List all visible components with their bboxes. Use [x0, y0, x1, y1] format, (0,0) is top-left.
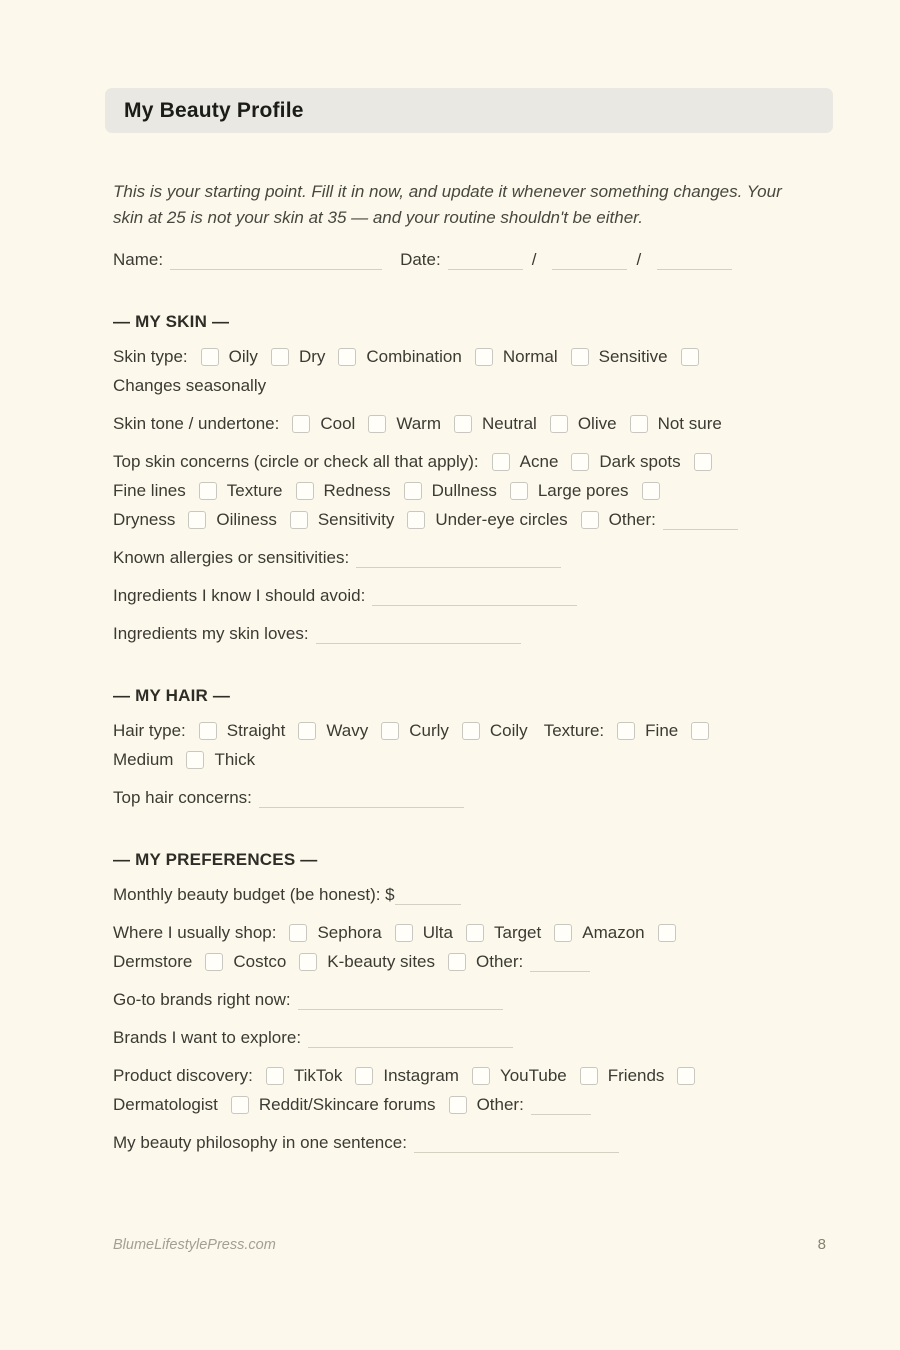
goto-brands-row — [113, 985, 835, 1014]
hair-type-label: Hair type: — [113, 720, 186, 740]
checkbox-discovery-other[interactable] — [449, 1096, 467, 1114]
option-label-dermstore: Dermstore — [113, 951, 193, 971]
checkbox-skin-concerns-other[interactable] — [581, 511, 599, 529]
page-title: My Beauty Profile — [124, 98, 304, 122]
checkbox-youtube[interactable] — [472, 1067, 490, 1085]
skin-type-row — [113, 342, 835, 400]
explore-brands-field[interactable] — [308, 1030, 513, 1048]
intro-line-2: skin at 25 is not your skin at 35 — and your routine shouldn't be either. — [113, 208, 643, 227]
checkbox-k-beauty-sites[interactable] — [299, 953, 317, 971]
footer-site-text: BlumeLifestylePress.com — [113, 1237, 276, 1253]
skin-concerns-other-label: Other: — [608, 509, 656, 529]
shop-other-field[interactable] — [530, 954, 590, 972]
checkbox-fine[interactable] — [617, 722, 635, 740]
checkbox-olive[interactable] — [550, 415, 568, 433]
name-label: Name: — [113, 249, 164, 269]
checkbox-costco[interactable] — [205, 953, 223, 971]
option-label-normal: Normal — [502, 346, 558, 366]
skin-concerns-row — [113, 447, 835, 534]
date-slash-1: / — [531, 249, 537, 269]
checkbox-neutral[interactable] — [454, 415, 472, 433]
skin-concerns-label: Top skin concerns (circle or check all that apply): — [113, 451, 479, 471]
checkbox-wavy[interactable] — [298, 722, 316, 740]
intro-line-1: This is your starting point. Fill it in now, and update it whenever something changes. Your — [113, 182, 782, 201]
checkbox-straight[interactable] — [199, 722, 217, 740]
option-label-wavy: Wavy — [326, 720, 369, 740]
shop-other-label: Other: — [476, 951, 524, 971]
checkbox-dermatologist[interactable] — [677, 1067, 695, 1085]
option-label-k-beauty-sites: K-beauty sites — [327, 951, 436, 971]
checkbox-sensitivity[interactable] — [290, 511, 308, 529]
explore-brands-label: Brands I want to explore: — [113, 1027, 302, 1047]
date-label: Date: — [400, 249, 441, 269]
checkbox-sensitive[interactable] — [571, 348, 589, 366]
checkbox-texture[interactable] — [199, 482, 217, 500]
budget-field[interactable] — [395, 887, 461, 905]
option-label-not-sure: Not sure — [657, 413, 722, 433]
skin-type-label: Skin type: — [113, 346, 188, 366]
checkbox-large-pores[interactable] — [510, 482, 528, 500]
goto-brands-field[interactable] — [298, 992, 503, 1010]
allergies-field[interactable] — [356, 550, 561, 568]
budget-label: Monthly beauty budget (be honest): $ — [113, 884, 395, 904]
intro-text — [113, 179, 835, 231]
checkbox-reddit-skincare-forums[interactable] — [231, 1096, 249, 1114]
section-heading-my-hair: — MY HAIR — — [113, 686, 231, 705]
checkbox-redness[interactable] — [296, 482, 314, 500]
checkbox-ulta[interactable] — [395, 924, 413, 942]
loved-ingredients-label: Ingredients my skin loves: — [113, 623, 309, 643]
section-heading-my-preferences: — MY PREFERENCES — — [113, 850, 318, 869]
checkbox-oiliness[interactable] — [188, 511, 206, 529]
option-label-ulta: Ulta — [422, 922, 453, 942]
checkbox-target[interactable] — [466, 924, 484, 942]
skin-tone-row — [113, 409, 835, 438]
checkbox-amazon[interactable] — [554, 924, 572, 942]
checkbox-thick[interactable] — [186, 751, 204, 769]
option-label-fine: Fine — [645, 720, 679, 740]
checkbox-dry[interactable] — [271, 348, 289, 366]
option-label-target: Target — [493, 922, 542, 942]
checkbox-warm[interactable] — [368, 415, 386, 433]
checkbox-medium[interactable] — [691, 722, 709, 740]
option-label-amazon: Amazon — [582, 922, 645, 942]
option-label-neutral: Neutral — [482, 413, 537, 433]
option-label-oily: Oily — [228, 346, 258, 366]
hair-texture-label: Texture: — [543, 720, 605, 740]
goto-brands-label: Go-to brands right now: — [113, 989, 291, 1009]
option-label-costco: Costco — [233, 951, 287, 971]
page-footer — [113, 1236, 826, 1253]
checkbox-dullness[interactable] — [404, 482, 422, 500]
option-label-changes-seasonally: Changes seasonally — [113, 375, 267, 395]
option-label-friends: Friends — [607, 1065, 665, 1085]
philosophy-row — [113, 1128, 835, 1157]
form-content — [113, 133, 835, 1166]
option-label-curly: Curly — [409, 720, 449, 740]
philosophy-label: My beauty philosophy in one sentence: — [113, 1132, 407, 1152]
discovery-other-label: Other: — [476, 1094, 524, 1114]
page-title-bar — [105, 88, 833, 133]
checkbox-under-eye-circles[interactable] — [407, 511, 425, 529]
option-label-acne: Acne — [519, 451, 559, 471]
option-label-olive: Olive — [577, 413, 617, 433]
option-label-sensitive: Sensitive — [598, 346, 668, 366]
option-label-dry: Dry — [298, 346, 326, 366]
philosophy-field[interactable] — [414, 1135, 619, 1153]
option-label-tiktok: TikTok — [293, 1065, 343, 1085]
name-field[interactable] — [170, 252, 382, 270]
checkbox-dryness[interactable] — [642, 482, 660, 500]
shop-row — [113, 918, 835, 976]
date-day-field[interactable] — [552, 252, 627, 270]
avoid-ingredients-label: Ingredients I know I should avoid: — [113, 585, 366, 605]
option-label-youtube: YouTube — [499, 1065, 567, 1085]
option-label-dryness: Dryness — [113, 509, 176, 529]
checkbox-oily[interactable] — [201, 348, 219, 366]
discovery-row — [113, 1061, 835, 1119]
option-label-oiliness: Oiliness — [216, 509, 277, 529]
option-label-dark-spots: Dark spots — [599, 451, 681, 471]
option-label-redness: Redness — [323, 480, 391, 500]
date-month-field[interactable] — [448, 252, 523, 270]
avoid-ingredients-field[interactable] — [372, 588, 577, 606]
checkbox-shop-other[interactable] — [448, 953, 466, 971]
checkbox-sephora[interactable] — [289, 924, 307, 942]
date-year-field[interactable] — [657, 252, 732, 270]
explore-brands-row — [113, 1023, 835, 1052]
option-label-coily: Coily — [489, 720, 528, 740]
hair-concerns-field[interactable] — [259, 790, 464, 808]
option-label-sephora: Sephora — [317, 922, 382, 942]
skin-tone-label: Skin tone / undertone: — [113, 413, 280, 433]
checkbox-coily[interactable] — [462, 722, 480, 740]
discovery-other-field[interactable] — [531, 1097, 591, 1115]
option-label-sensitivity: Sensitivity — [317, 509, 395, 529]
checkbox-changes-seasonally[interactable] — [681, 348, 699, 366]
skin-concerns-other-field[interactable] — [663, 512, 738, 530]
option-label-thick: Thick — [214, 749, 256, 769]
checkbox-dermstore[interactable] — [658, 924, 676, 942]
option-label-fine-lines: Fine lines — [113, 480, 186, 500]
checkbox-friends[interactable] — [580, 1067, 598, 1085]
option-label-combination: Combination — [366, 346, 462, 366]
option-label-cool: Cool — [320, 413, 356, 433]
option-label-straight: Straight — [226, 720, 286, 740]
option-label-warm: Warm — [396, 413, 442, 433]
option-label-instagram: Instagram — [383, 1065, 459, 1085]
name-date-row — [113, 245, 835, 274]
loved-ingredients-field[interactable] — [316, 626, 521, 644]
avoid-ingredients-row — [113, 581, 835, 610]
allergies-row — [113, 543, 835, 572]
option-label-medium: Medium — [113, 749, 174, 769]
allergies-label: Known allergies or sensitivities: — [113, 547, 350, 567]
date-slash-2: / — [636, 249, 642, 269]
checkbox-instagram[interactable] — [355, 1067, 373, 1085]
option-label-reddit-skincare-forums: Reddit/Skincare forums — [258, 1094, 436, 1114]
hair-type-row — [113, 716, 835, 774]
checkbox-cool[interactable] — [292, 415, 310, 433]
checkbox-normal[interactable] — [475, 348, 493, 366]
budget-row — [113, 880, 835, 909]
hair-concerns-label: Top hair concerns: — [113, 787, 252, 807]
discovery-label: Product discovery: — [113, 1065, 253, 1085]
checkbox-curly[interactable] — [381, 722, 399, 740]
section-heading-my-skin: — MY SKIN — — [113, 312, 230, 331]
option-label-texture: Texture — [226, 480, 283, 500]
checkbox-not-sure[interactable] — [630, 415, 648, 433]
shop-label: Where I usually shop: — [113, 922, 277, 942]
option-label-dullness: Dullness — [431, 480, 497, 500]
option-label-under-eye-circles: Under-eye circles — [435, 509, 568, 529]
option-label-large-pores: Large pores — [537, 480, 629, 500]
checkbox-dark-spots[interactable] — [571, 453, 589, 471]
checkbox-tiktok[interactable] — [266, 1067, 284, 1085]
option-label-dermatologist: Dermatologist — [113, 1094, 218, 1114]
checkbox-acne[interactable] — [492, 453, 510, 471]
hair-concerns-row — [113, 783, 835, 812]
checkbox-fine-lines[interactable] — [694, 453, 712, 471]
checkbox-combination[interactable] — [338, 348, 356, 366]
loved-ingredients-row — [113, 619, 835, 648]
page-number: 8 — [817, 1236, 826, 1253]
